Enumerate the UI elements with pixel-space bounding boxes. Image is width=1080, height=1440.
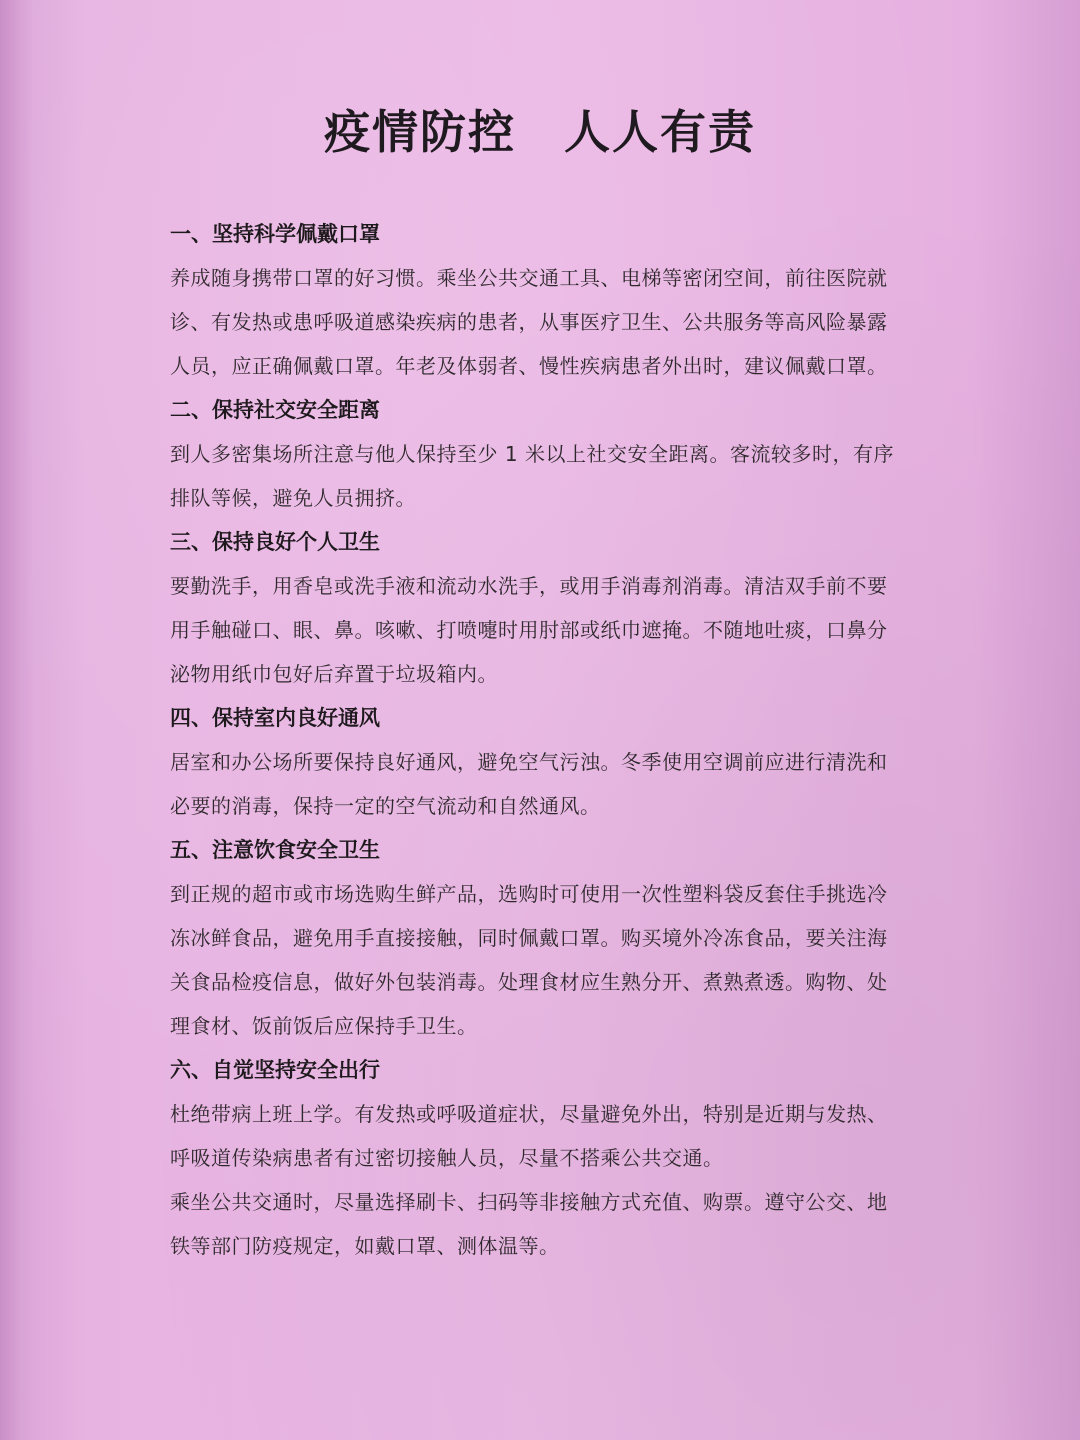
paragraph-line: 泌物用纸巾包好后弃置于垃圾箱内。 (170, 662, 498, 686)
paragraph-line: 排队等候，避免人员拥挤。 (170, 486, 416, 510)
paragraph-line: 居室和办公场所要保持良好通风，避免空气污浊。冬季使用空调前应进行清洗和 (170, 750, 888, 774)
section-heading: 三、保持良好个人卫生 (170, 530, 380, 554)
section-hygiene (170, 520, 960, 696)
section-ventilation (170, 696, 960, 828)
section-heading: 一、坚持科学佩戴口罩 (170, 222, 380, 246)
section-heading: 四、保持室内良好通风 (170, 706, 380, 730)
section-paragraph (170, 1092, 960, 1268)
paragraph-line: 用手触碰口、眼、鼻。咳嗽、打喷嚏时用肘部或纸巾遮掩。不随地吐痰，口鼻分 (170, 618, 888, 642)
paragraph-line: 关食品检疫信息，做好外包装消毒。处理食材应生熟分开、煮熟煮透。购物、处 (170, 970, 888, 994)
section-heading: 六、自觉坚持安全出行 (170, 1058, 380, 1082)
paragraph-line: 到人多密集场所注意与他人保持至少 1 米以上社交安全距离。客流较多时，有序 (170, 442, 894, 466)
section-food-safety (170, 828, 960, 1048)
section-paragraph (170, 872, 960, 1048)
section-masks (170, 212, 960, 388)
section-heading: 五、注意饮食安全卫生 (170, 838, 380, 862)
paragraph-line: 诊、有发热或患呼吸道感染疾病的患者，从事医疗卫生、公共服务等高风险暴露 (170, 310, 888, 334)
paragraph-line: 人员，应正确佩戴口罩。年老及体弱者、慢性疾病患者外出时，建议佩戴口罩。 (170, 354, 888, 378)
paragraph-line: 理食材、饭前饭后应保持手卫生。 (170, 1014, 478, 1038)
paragraph-line: 必要的消毒，保持一定的空气流动和自然通风。 (170, 794, 601, 818)
paragraph-line: 养成随身携带口罩的好习惯。乘坐公共交通工具、电梯等密闭空间，前往医院就 (170, 266, 888, 290)
page-title: 疫情防控 人人有责 (324, 105, 756, 159)
section-safe-travel (170, 1048, 960, 1268)
section-paragraph (170, 740, 960, 828)
document-body (170, 212, 960, 1268)
paragraph-line: 冻冰鲜食品，避免用手直接接触，同时佩戴口罩。购买境外冷冻食品，要关注海 (170, 926, 888, 950)
section-heading: 二、保持社交安全距离 (170, 398, 380, 422)
paragraph-line: 要勤洗手，用香皂或洗手液和流动水洗手，或用手消毒剂消毒。清洁双手前不要 (170, 574, 888, 598)
section-paragraph (170, 564, 960, 696)
paragraph-line: 杜绝带病上班上学。有发热或呼吸道症状，尽量避免外出，特别是近期与发热、 (170, 1102, 888, 1126)
paragraph-line: 到正规的超市或市场选购生鲜产品，选购时可使用一次性塑料袋反套住手挑选冷 (170, 882, 888, 906)
paragraph-line: 呼吸道传染病患者有过密切接触人员，尽量不搭乘公共交通。 (170, 1146, 724, 1170)
section-paragraph (170, 432, 960, 520)
section-social-distance (170, 388, 960, 520)
paper-left-edge (0, 0, 34, 1440)
paragraph-line: 铁等部门防疫规定，如戴口罩、测体温等。 (170, 1234, 560, 1258)
paragraph-line: 乘坐公共交通时，尽量选择刷卡、扫码等非接触方式充值、购票。遵守公交、地 (170, 1190, 888, 1214)
section-paragraph (170, 256, 960, 388)
